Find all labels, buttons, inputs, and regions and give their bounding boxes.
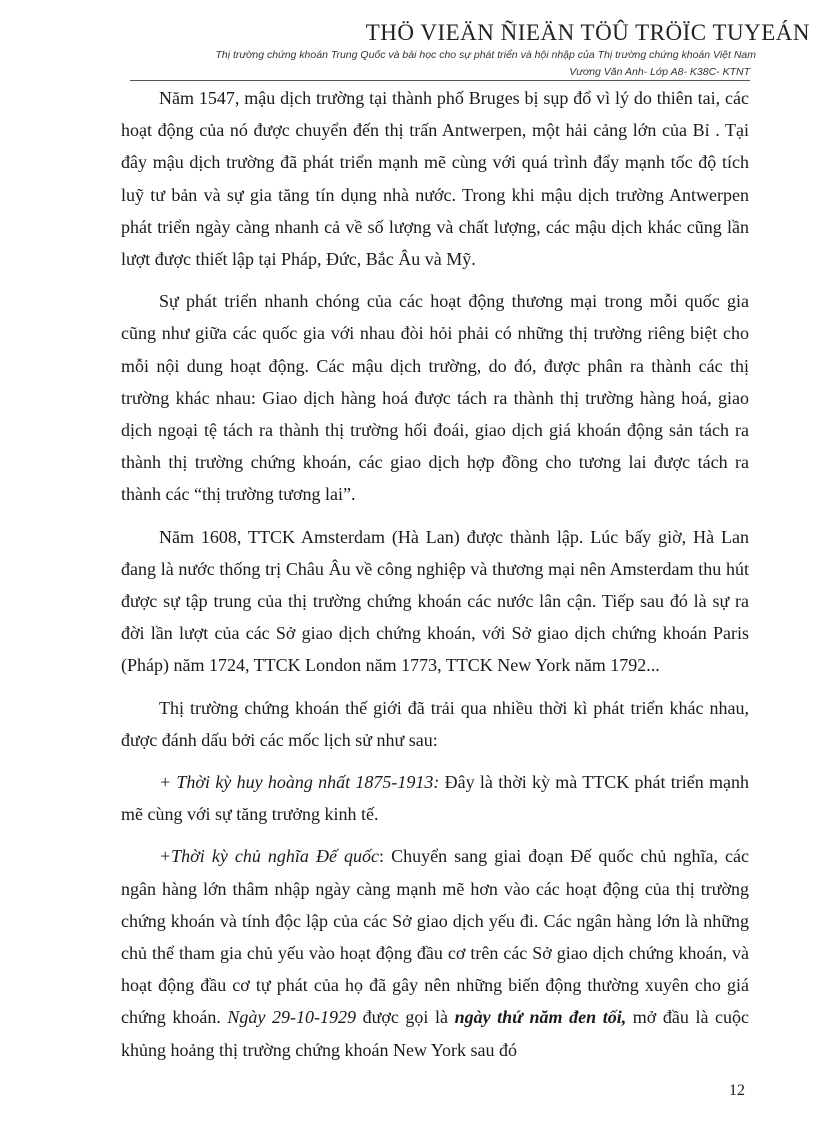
- watermark-banner: THÖ VIEÄN ÑIEÄN TÖÛ TRÖÏC TUYEÁN: [365, 20, 810, 45]
- imperialism-label: +Thời kỳ chủ nghĩa Đế quốc: [159, 846, 380, 867]
- crash-date: Ngày 29-10-1929: [227, 1007, 356, 1028]
- paragraph-periods-intro: Thị trường chứng khoán thế giới đã trải qua nhiều thời kì phát triển khác nhau, được đánh dấu bởi các mốc lịch sử như sau:: [121, 697, 749, 750]
- imperialism-text: : Chuyển sang giai đoạn Đế quốc chủ nghĩa, các ngân hàng lớn thâm nhập ngày càng mạnh mẽ hơn vào các hoạt động của thị trường chứng khoán và tính độc lập của các Sở giao dịch yếu đi. Các ngân hàng lớn là những chủ thể tham gia chủ yếu vào hoạt động đầu cơ trên các Sở giao dịch chứng khoán, và hoạt động đầu cơ tự phát của họ đã gây nên những biến động thường xuyên cho giá chứng khoán.: [121, 846, 749, 1028]
- golden-era-label: + Thời kỳ huy hoàng nhất 1875-1913:: [159, 772, 440, 793]
- golden-era-text: Đây là thời kỳ mà TTCK phát triển mạnh mẽ cùng với sự tăng trưởng kinh tế.: [121, 772, 750, 825]
- paragraph-amsterdam: Năm 1608, TTCK Amsterdam (Hà Lan) được thành lập. Lúc bấy giờ, Hà Lan đang là nước thống trị Châu Âu về công nghiệp và thương mại nên Amsterdam thu hút được sự tập trung của thị trường chứng khoán các nước lân cận. Tiếp sau đó là sự ra đời lần lượt của các Sở giao dịch chứng khoán, với Sở giao dịch chứng khoán Paris (Pháp) năm 1724, TTCK London năm 1773, TTCK New York năm 1792...: [121, 526, 749, 676]
- paragraph-market-split: Sự phát triển nhanh chóng của các hoạt động thương mại trong mỗi quốc gia cũng như giữa các quốc gia với nhau đòi hỏi phải có những thị trường riêng biệt cho mỗi nội dung hoạt động. Các mậu dịch trường, do đó, được phân ra thành các thị trường khác nhau: Giao dịch hàng hoá được tách ra thành thị trường hàng hoá, giao dịch ngoại tệ tách ra thành thị trường hối đoái, giao dịch giá khoán động sản tách ra thành thị trường chứng khoán, các giao dịch hợp đồng cho tương lai được tách ra thành các “thị trường tương lai”.: [121, 291, 749, 505]
- crash-mid: được gọi là: [355, 1007, 455, 1028]
- document-body: [121, 80, 749, 1076]
- page-number: 12: [729, 1082, 745, 1099]
- black-thursday: ngày thứ năm đen tối,: [454, 1007, 627, 1028]
- paragraph-imperialism: [121, 840, 749, 1065]
- crash-end: mở đầu là cuộc khủng hoảng thị trường chứng khoán New York sau đó: [121, 1007, 750, 1060]
- paragraph-golden-era: [121, 766, 749, 830]
- running-header-title: Thị trường chứng khoán Trung Quốc và bài học cho sự phát triển và hội nhập của Thị trường chứng khoán Việt Nam: [215, 49, 756, 61]
- paragraph-bruges: Năm 1547, mậu dịch trường tại thành phố Bruges bị sụp đổ vì lý do thiên tai, các hoạt động của nó được chuyển đến thị trấn Antwerpen, một hải cảng lớn của Bỉ . Tại đây mậu dịch trường đã phát triển mạnh mẽ cùng với quá trình đẩy mạnh tốc độ tích luỹ tư bản và sự gia tăng tín dụng nhà nước. Trong khi mậu dịch trường Antwerpen phát triển ngày càng nhanh cả về số lượng và chất lượng, các mậu dịch khác cũng lần lượt được thiết lập tại Pháp, Đức, Bắc Âu và Mỹ.: [121, 88, 749, 270]
- running-header-author: Vương Văn Anh- Lớp A8- K38C- KTNT: [569, 66, 750, 78]
